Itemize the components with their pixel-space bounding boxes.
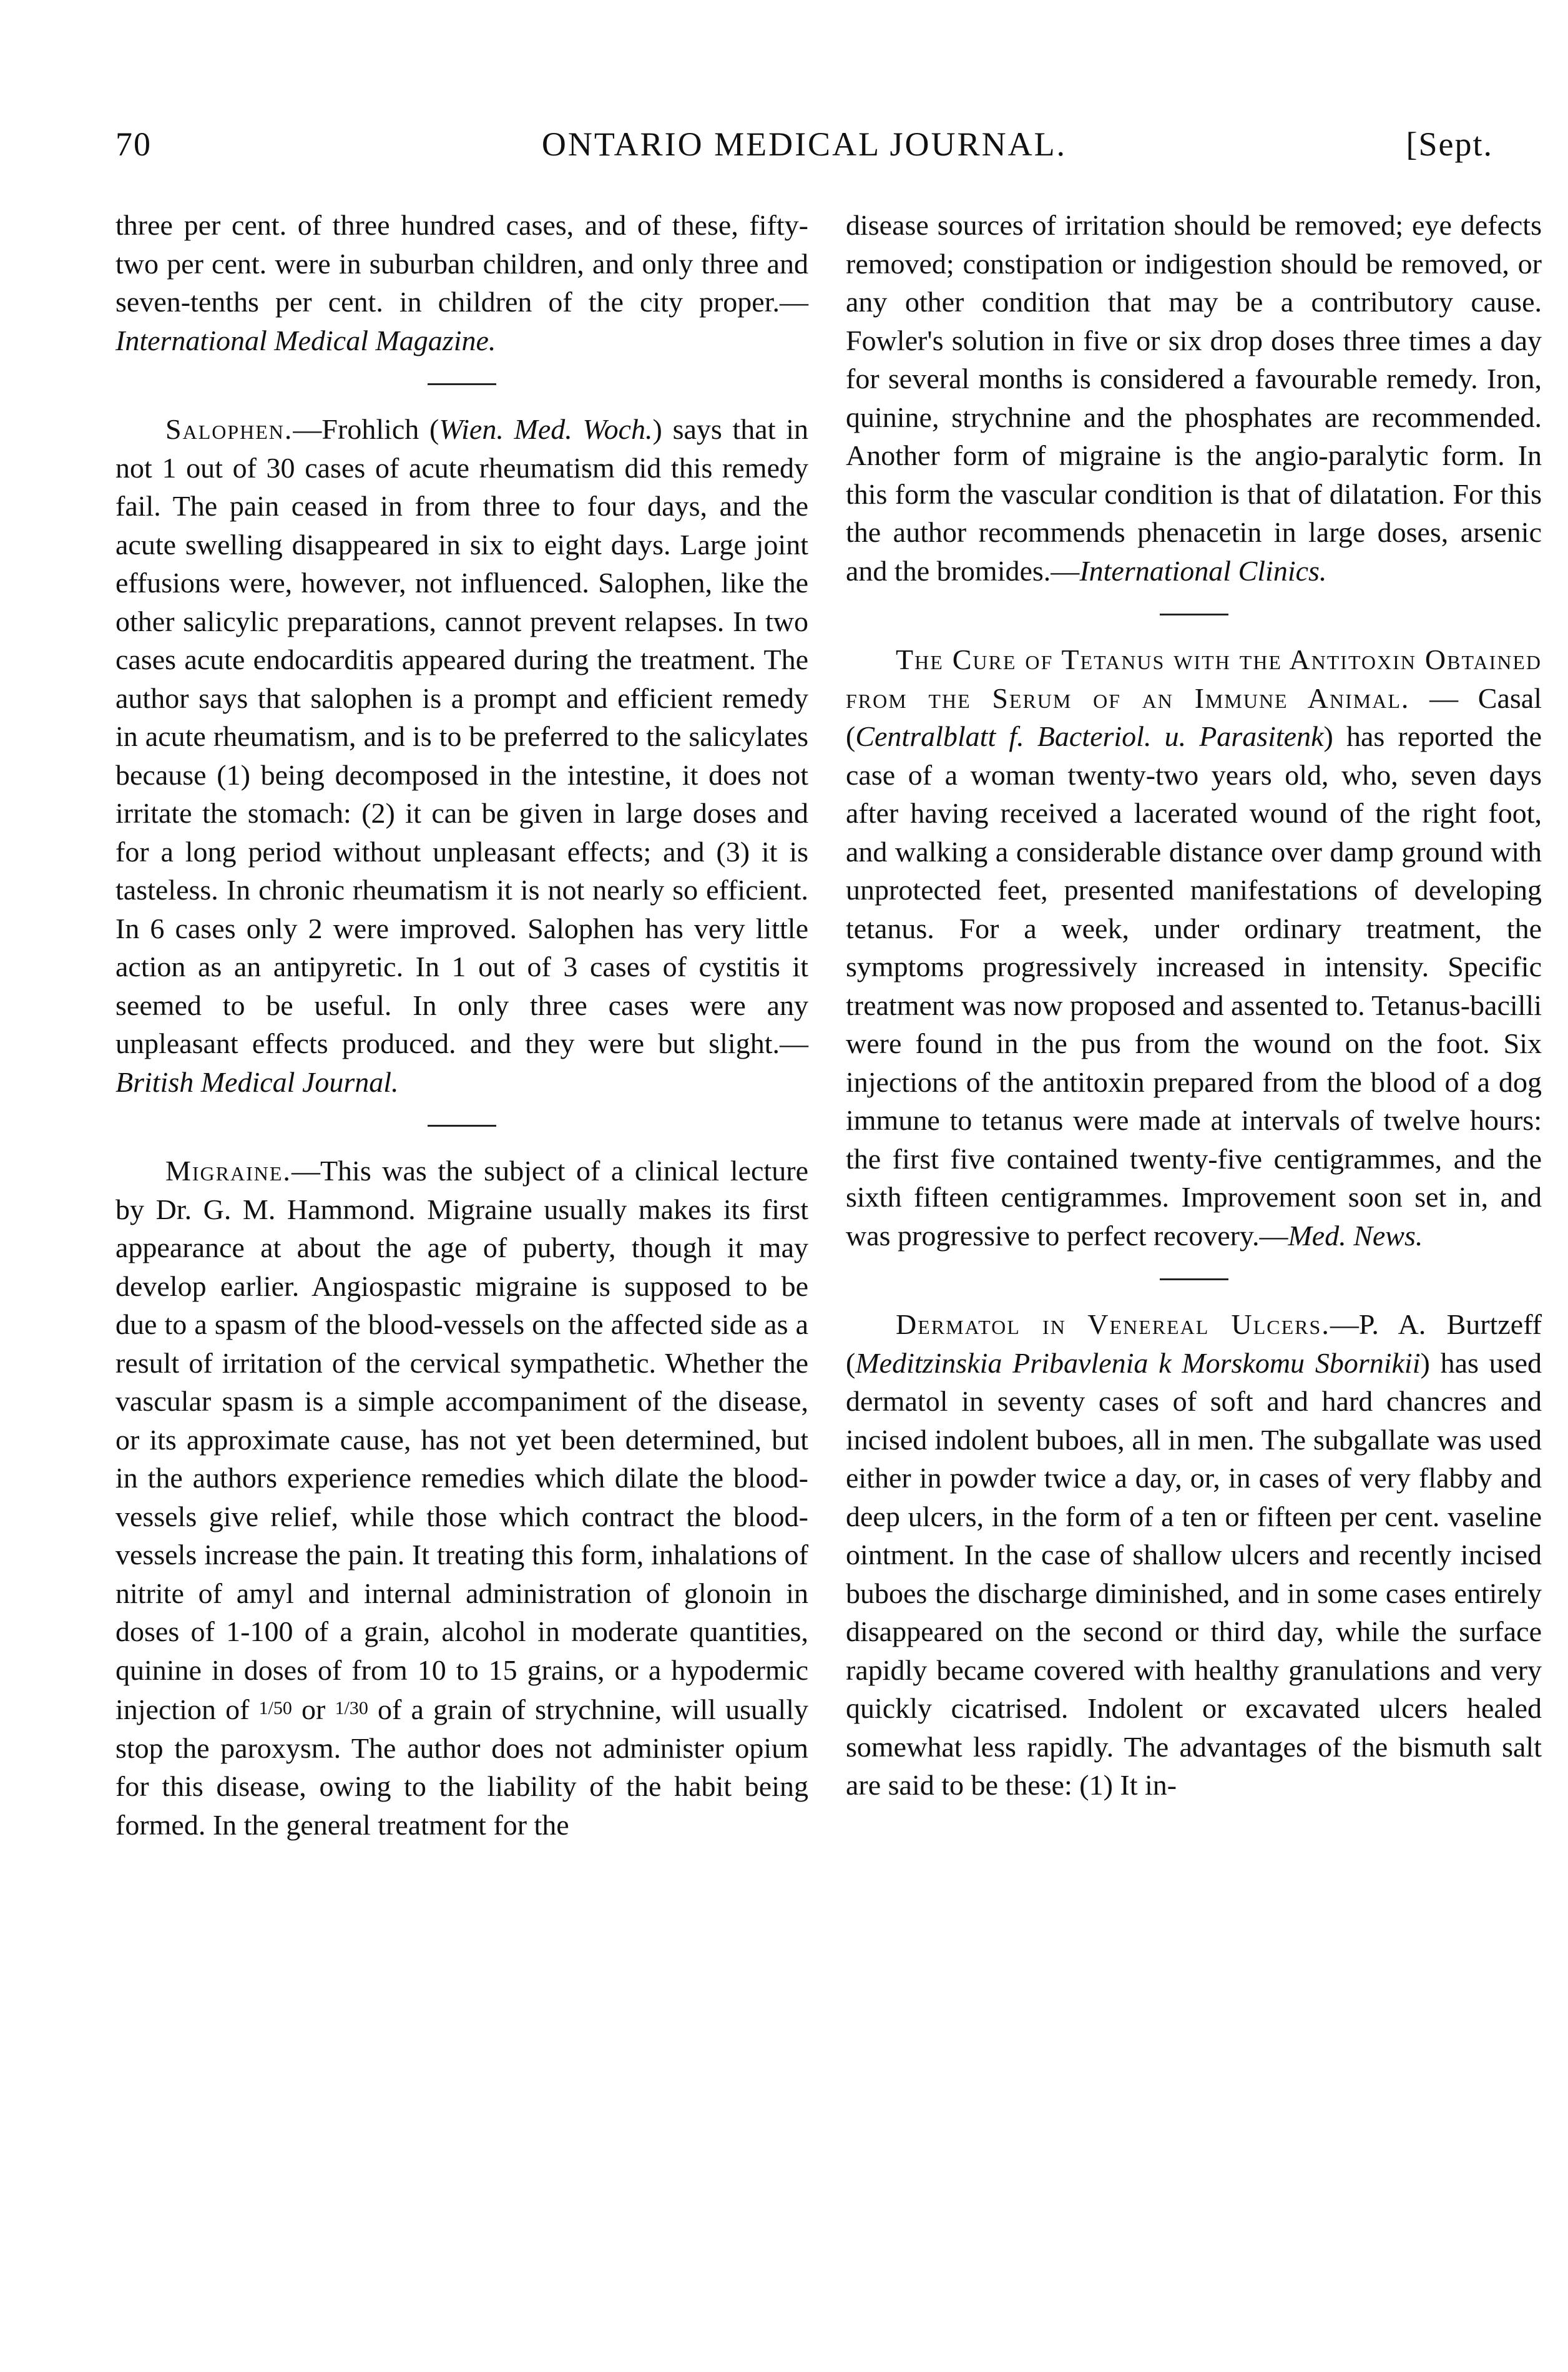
salophen-source: British Medical Journal. [115,1066,399,1098]
right-column [846,206,1542,1805]
running-head [115,125,1493,169]
tetanus-source: Med. News. [1288,1219,1423,1252]
dermatol-lead: —P. A. Burtzeff ( [846,1308,1542,1379]
fraction-one-fiftieth: 1/50 [258,1698,292,1718]
tetanus-paragraph [846,640,1542,1255]
dermatol-text: ) has used dermatol in seventy cases of soft and hard chancres and incised indolent buboes, all in men. The subgallate was used either in powder twice a day, or, in cases of very flabby and deep ulcers, in the form of a ten or fifteen per cent. vaseline ointment. In the case of shallow ulcers and recently incised buboes the discharge diminished, and in some cases entirely disappeared on the second or third day, while the surface rapidly became covered with healthy granulations and very quickly cicatrised. Indolent or excavated ulcers healed somewhat less rapidly. The advantages of the bismuth salt are said to be these: (1) It in- [846,1346,1542,1801]
intro-source: International Medical Magazine. [115,324,496,356]
migraine-or: or [292,1693,335,1725]
salophen-paragraph [115,410,808,1101]
tetanus-lead: — Casal ( [846,682,1542,752]
dermatol-heading: Dermatol in Venereal Ulcers. [896,1308,1330,1340]
salophen-lead: —Frohlich ( [293,413,439,445]
tetanus-citation: Centralblatt f. Bacteriol. u. Parasitenk [855,720,1324,752]
journal-title: ONTARIO MEDICAL JOURNAL. [541,125,1067,163]
tetanus-text: ) has reported the case of a woman twenty-two years old, who, seven days after having received a lacerated wound of the right foot, and walking a considerable distance over damp ground with unprotected feet, presented manifestations of developing tetanus. For a week, under ordinary treatment, the symptoms progressively increased in intensity. Specific treatment was now proposed and assented to. Tetanus-bacilli were found in the pus from the wound on the foot. Six injections of the antitoxin prepared from the blood of a dog immune to tetanus were made at intervals of twelve hours: the first five contained twenty-five centigrammes, and the sixth fifteen centigrammes. Improvement soon set in, and was progressive to perfect recovery.— [846,720,1542,1252]
migraine-text: —This was the subject of a clinical lecture by Dr. G. M. Hammond. Migraine usually makes its first appearance at about the age of puberty, though it may develop earlier. Angiospastic migraine is supposed to be due to a spasm of the blood-vessels on the affected side as a result of irritation of the cervical sympathetic. Whether the vascular spasm is a simple accompaniment of the disease, or its approximate cause, has not yet been determined, but in the authors experience remedies which dilate the blood-vessels give relief, while those which contract the blood-vessels increase the pain. It treating this form, inhalations of nitrite of amyl and internal administration of glonoin in doses of 1-100 of a grain, alcohol in moderate quantities, quinine in doses of from 10 to 15 grains, or a hypodermic injection of [115,1155,808,1725]
migraine-source: International Clinics. [1079,554,1327,587]
tetanus-heading: The Cure of Tetanus with the Antitoxin Obtained from the Serum of an Immune Animal. [846,644,1542,714]
page-number: 70 [115,125,152,163]
dermatol-citation: Meditzinskia Pribavlenia k Morskomu Sbornikii [855,1346,1421,1379]
section-divider [1160,614,1228,615]
migraine-paragraph [115,1152,808,1844]
section-divider [428,383,496,385]
migraine-continued-text: disease sources of irritation should be removed; eye defects removed; constipation or indigestion should be removed, or any other condition that may be a contributory cause. Fowler's solution in five or six drop doses three times a day for several months is considered a favourable remedy. Iron, quinine, strychnine and the phosphates are recommended. Another form of migraine is the angio-paralytic form. In this form the vascular condition is that of dilatation. For this the author recommends phenacetin in large doses, arsenic and the bromides.— [846,209,1542,587]
migraine-text-end: of a grain of strychnine, will usually stop the paroxysm. The author does not administer opium for this disease, owing to the liability of the habit being formed. In the general treatment for the [115,1693,808,1841]
left-column [115,206,808,1844]
intro-paragraph [115,206,808,360]
dermatol-paragraph [846,1305,1542,1805]
migraine-continued-paragraph [846,206,1542,590]
salophen-text: ) says that in not 1 out of 30 cases of acute rheumatism did this remedy fail. The pain ceased in from three to four days, and the acute swelling disappeared in six to eight days. Large joint effusions were, however, not influenced. Salophen, like the other salicylic preparations, cannot prevent relapses. In two cases acute endocarditis appeared during the treatment. The author says that salophen is a prompt and efficient remedy in acute rheumatism, and is to be preferred to the salicylates because (1) being decomposed in the intestine, it does not irritate the stomach: (2) it can be given in large doses and for a long period without unpleasant effects; and (3) it is tasteless. In chronic rheumatism it is not nearly so efficient. In 6 cases only 2 were improved. Salophen has very little action as an antipyretic. In 1 out of 3 cases of cystitis it seemed to be useful. In only three cases were any unpleasant effects produced. and they were but slight.— [115,413,808,1059]
salophen-citation: Wien. Med. Woch. [439,413,653,445]
fraction-one-thirtieth: 1/30 [335,1698,368,1718]
section-divider [1160,1278,1228,1280]
section-divider [428,1125,496,1127]
intro-text: three per cent. of three hundred cases, and of these, fifty-two per cent. were in suburban children, and only three and seven-tenths per cent. in children of the city proper.— [115,209,808,318]
migraine-heading: Migraine. [165,1155,292,1187]
issue-month: [Sept. [1406,125,1493,163]
salophen-heading: Salophen. [165,413,293,445]
